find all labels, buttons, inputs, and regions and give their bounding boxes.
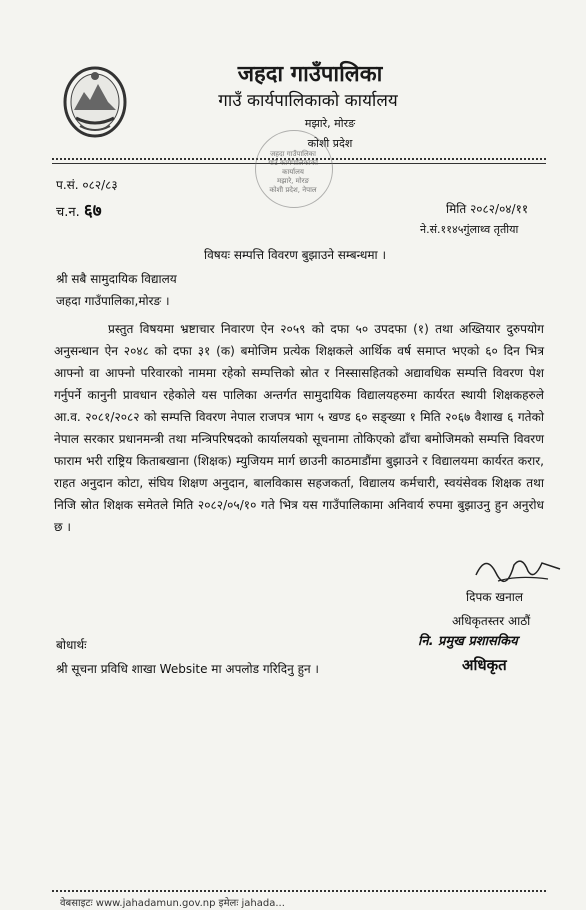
signer-name: दिपक खनाल	[466, 590, 524, 604]
recipient-line-2: जहदा गाउँपालिका,मोरङ ।	[56, 294, 170, 308]
nepal-emblem-icon	[60, 62, 130, 142]
office-seal-text: जहदा गाउँपालिका गाउँ कार्यपालिकाको कार्यालय मझारे, मोरङ कोशी प्रदेश, नेपाल	[268, 150, 318, 194]
signer-designation: अधिकृतस्तर आठौं	[452, 614, 531, 628]
office-address: मझारे, मोरङ	[304, 117, 356, 130]
office-province: कोशी प्रदेश	[307, 137, 353, 150]
letter-body: प्रस्तुत विषयमा भ्रष्टाचार निवारण ऐन २०५९ को दफा ५० उपदफा (१) तथा अख्तियार दुरुपयोग अनुसन्धान ऐन २०४८ को दफा ३१ (क) बमोजिम प्रत्येक शिक्षकले आर्थिक वर्ष समाप्त भएको ६० दिन भित्र आफ्नो वा आफ्नो परिवारको नाममा रहेको सम्पत्तिको स्रोत र निस्सासहितको अद्यावधिक सम्पत्ति विवरण पेश गर्नुपर्ने कानुनी प्रावधान रहेकोले यस पालिका अन्तर्गत सामुदायिक विद्यालयहरुमा कार्यरत स्थायी शिक्षकहरुले आ.व. २०८१/२०८२ को सम्पत्ति विवरण नेपाल राजपत्र भाग ५ खण्ड ६० सङ्ख्या १ मिति २०६७ वैशाख ६ गतेको नेपाल सरकार प्रधानमन्त्री तथा मन्त्रिपरिषदको कार्यालयको सूचनामा तोकिएको ढाँचा बमोजिमको सम्पत्ति विवरण फाराम भरी राष्ट्रिय किताबखाना (शिक्षक) म्युजियम मार्ग छाउनी काठमाडौंमा बुझाउने र विद्यालयमा कार्यरत करार, राहत अनुदान कोटा, संघिय शिक्षण अनुदान, बालविकास सहजकर्ता, विद्यालय कर्मचारी, स्वयंसेवक शिक्षक तथा निजि स्रोत शिक्षक समेतले मिति २०८२/०५/१० गते भित्र यस गाउँपालिकामा अनिवार्य रुपमा बुझाउनु हुन अनुरोध छ ।	[54, 322, 544, 534]
recipient-line-1: श्री सबै सामुदायिक विद्यालय	[56, 272, 177, 286]
cc-label: बोधार्थः	[56, 638, 87, 652]
letter-subject: विषयः सम्पत्ति विवरण बुझाउने सम्बन्धमा ।	[203, 248, 387, 262]
office-title: जहदा गाउँपालिका	[237, 62, 383, 87]
nepal-sambat-date: ने.सं.११४५गुंलाथ्व तृतीया	[420, 223, 519, 236]
signer-stamp-line-2: अधिकृत	[462, 656, 507, 674]
footer-divider	[52, 890, 546, 892]
dispatch-number: च.न. ६७	[56, 201, 102, 221]
signer-stamp-line-1: नि. प्रमुख प्रशासकिय	[418, 634, 518, 649]
office-subtitle: गाउँ कार्यपालिकाको कार्यालय	[218, 91, 398, 111]
cc-line: श्री सूचना प्रविधि शाखा Website मा अपलोड गरिदिनु हुन ।	[56, 662, 319, 676]
reference-number: प.सं. ०८२/८३	[56, 178, 118, 192]
footer-contact: वेबसाइटः www.jahadamun.gov.np इमेलः jahada...	[60, 898, 285, 909]
letter-date: मिति २०८२/०४/११	[446, 202, 529, 216]
